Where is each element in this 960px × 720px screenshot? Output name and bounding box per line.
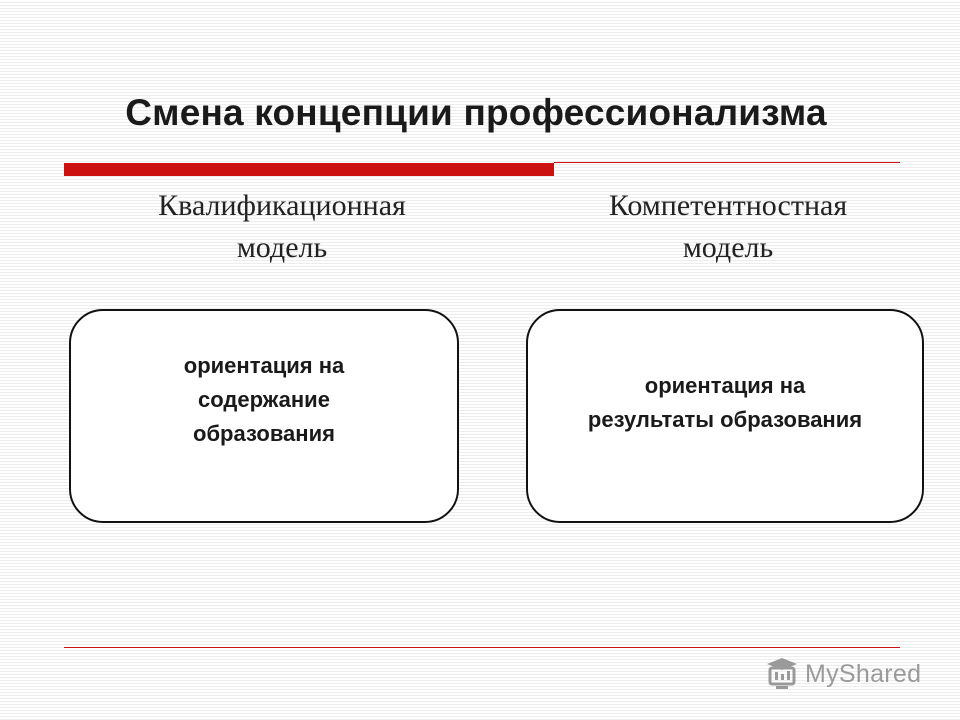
qualification-model-heading: Квалификационная модель xyxy=(158,189,406,264)
content-orientation-box xyxy=(69,309,459,523)
content-orientation-text: ориентация на содержание образования xyxy=(183,353,345,446)
competence-model-heading: Компетентностная модель xyxy=(608,189,848,264)
watermark-label: MyShared xyxy=(805,659,922,688)
results-orientation-box xyxy=(526,309,924,523)
myshared-watermark xyxy=(767,655,921,693)
title-accent-line xyxy=(554,162,900,163)
slide-title: Смена концепции профессионализма xyxy=(125,92,827,133)
footer-accent-line xyxy=(64,647,900,648)
mortarboard-monitor-icon xyxy=(767,657,799,691)
results-orientation-text: ориентация на результаты образования xyxy=(587,373,863,432)
title-accent-bar xyxy=(64,163,554,176)
